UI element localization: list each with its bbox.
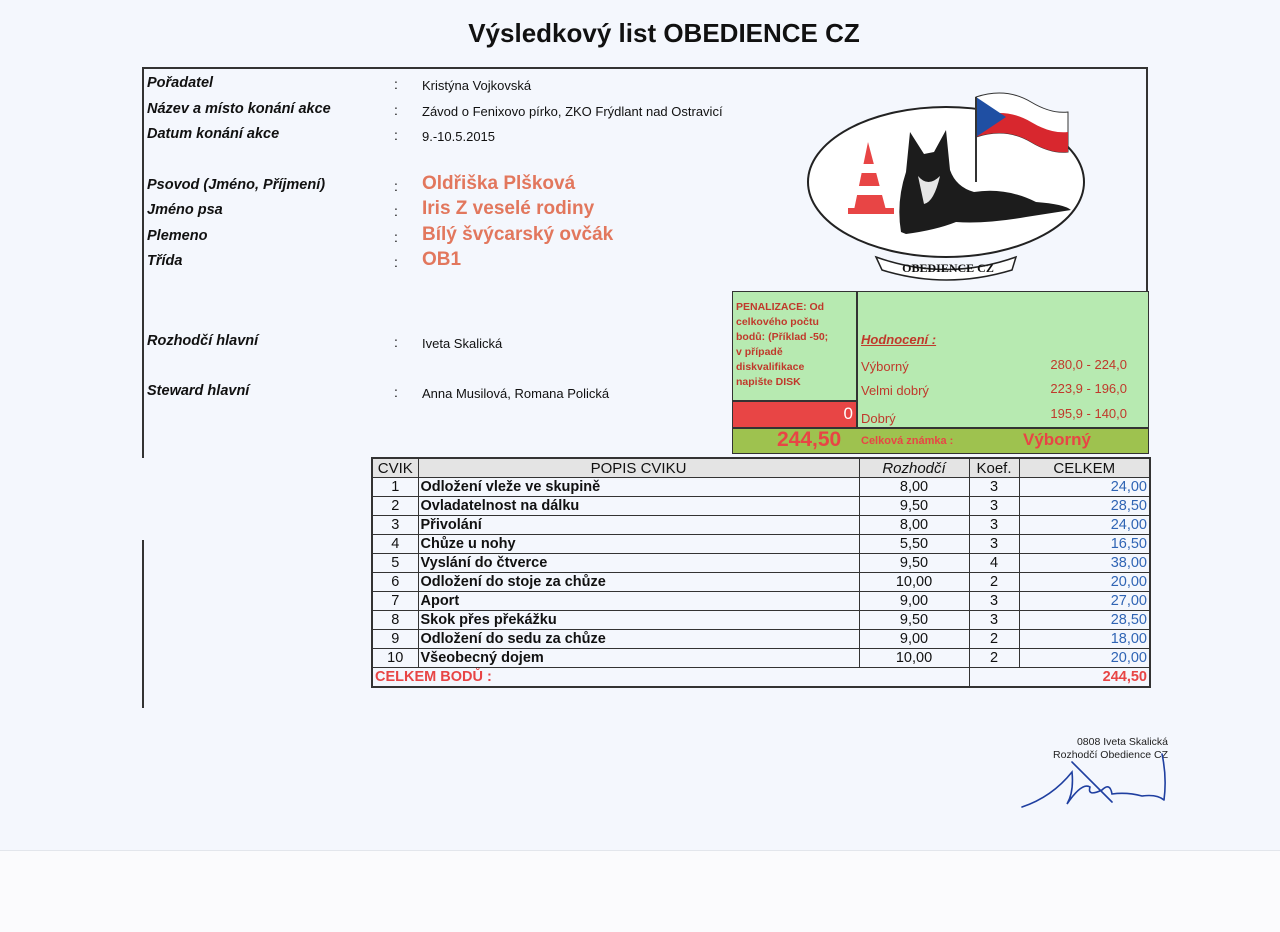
coefficient: 3 (969, 478, 1019, 497)
penalty-line: diskvalifikace (736, 361, 805, 373)
grading-box (857, 291, 1149, 428)
coefficient: 2 (969, 630, 1019, 649)
penalty-line: bodů: (Příklad -50; (736, 331, 829, 343)
value-datum: 9.-10.5.2015 (422, 129, 496, 144)
label-poradatel: Pořadatel (147, 75, 214, 91)
penalty-value-cell (732, 401, 857, 428)
exercise-total: 38,00 (1019, 554, 1150, 573)
exercise-description: Ovladatelnost na dálku (418, 497, 859, 516)
table-row (372, 649, 1150, 668)
table-row (372, 611, 1150, 630)
exercise-description: Skok přes překážku (418, 611, 859, 630)
exercise-total: 28,50 (1019, 611, 1150, 630)
table-sum-row (372, 668, 1150, 688)
exercise-number: 2 (372, 497, 418, 516)
table-row (372, 478, 1150, 497)
logo-text: OBEDIENCE CZ (902, 261, 994, 275)
table-row (372, 554, 1150, 573)
coefficient: 3 (969, 497, 1019, 516)
exercise-description: Přivolání (418, 516, 859, 535)
exercise-description: Aport (418, 592, 859, 611)
value-pes: Iris Z veselé rodiny (422, 198, 595, 219)
table-header (372, 458, 1150, 478)
header-popis: POPIS CVIKU (418, 458, 859, 478)
exercise-total: 27,00 (1019, 592, 1150, 611)
judge-score: 9,50 (859, 554, 969, 573)
left-rule-upper (142, 68, 144, 458)
colon: : (394, 254, 398, 270)
value-poradatel: Kristýna Vojkovská (422, 78, 532, 93)
sum-value: 244,50 (969, 668, 1150, 688)
exercise-number: 5 (372, 554, 418, 573)
exercise-total: 24,00 (1019, 478, 1150, 497)
coefficient: 2 (969, 649, 1019, 668)
penalty-line: celkového počtu (736, 316, 819, 328)
label-datum: Datum konání akce (147, 126, 280, 142)
penalty-box (732, 291, 857, 401)
header-koef: Koef. (969, 458, 1019, 478)
total-label: Celková známka : (861, 435, 954, 447)
colon: : (394, 384, 398, 400)
exercise-number: 7 (372, 592, 418, 611)
exercise-number: 6 (372, 573, 418, 592)
value-nazev: Závod o Fenixovo pírko, ZKO Frýdlant nad Ostravicí (422, 104, 723, 119)
table-row (372, 497, 1150, 516)
grade-name: Výborný (861, 359, 909, 374)
total-bar (732, 428, 1149, 454)
left-rule-lower (142, 540, 144, 708)
exercise-total: 20,00 (1019, 573, 1150, 592)
penalty-note (736, 300, 856, 390)
value-plemeno: Bílý švýcarský ovčák (422, 224, 614, 245)
label-plemeno: Plemeno (147, 228, 208, 244)
exercise-total: 28,50 (1019, 497, 1150, 516)
coefficient: 2 (969, 573, 1019, 592)
grade-range: 280,0 - 224,0 (1050, 357, 1127, 372)
exercise-number: 9 (372, 630, 418, 649)
label-trida: Třída (147, 253, 183, 269)
exercise-number: 3 (372, 516, 418, 535)
coefficient: 3 (969, 535, 1019, 554)
document-title: Výsledkový list OBEDIENCE CZ (468, 18, 860, 48)
total-grade: Výborný (1023, 430, 1092, 449)
header-rule (142, 67, 1148, 69)
colon: : (394, 178, 398, 194)
label-psovod: Psovod (Jméno, Příjmení) (147, 177, 326, 193)
sum-label: CELKEM BODŮ : (372, 668, 969, 688)
grade-range: 195,9 - 140,0 (1050, 406, 1127, 421)
header-cvik: CVIK (372, 458, 418, 478)
value-psovod: Oldřiška Plšková (422, 173, 576, 194)
table-row (372, 630, 1150, 649)
grade-name: Dobrý (861, 411, 896, 426)
exercise-total: 20,00 (1019, 649, 1150, 668)
scan-margin (0, 850, 1280, 932)
exercise-number: 10 (372, 649, 418, 668)
exercise-description: Odložení do stoje za chůze (418, 573, 859, 592)
colon: : (394, 203, 398, 219)
exercise-total: 18,00 (1019, 630, 1150, 649)
value-steward: Anna Musilová, Romana Polická (422, 386, 610, 401)
exercise-description: Chůze u nohy (418, 535, 859, 554)
colon: : (394, 102, 398, 118)
total-points: 244,50 (777, 428, 842, 451)
penalty-line: PENALIZACE: Od (736, 301, 825, 313)
coefficient: 3 (969, 592, 1019, 611)
judge-score: 10,00 (859, 573, 969, 592)
colon: : (394, 127, 398, 143)
grading-title: Hodnocení : (861, 332, 937, 347)
judge-score: 9,00 (859, 592, 969, 611)
coefficient: 3 (969, 516, 1019, 535)
judge-score: 9,50 (859, 497, 969, 516)
judge-score: 9,00 (859, 630, 969, 649)
penalty-line: napište DISK (736, 376, 801, 388)
signature-line: Rozhodčí Obedience CZ (1053, 749, 1168, 761)
header-rozhodci: Rozhodčí (859, 458, 969, 478)
label-rozhodci: Rozhodčí hlavní (147, 333, 259, 349)
signature-line: 0808 Iveta Skalická (1076, 736, 1168, 748)
exercise-total: 24,00 (1019, 516, 1150, 535)
handwritten-signature (1012, 752, 1177, 812)
colon: : (394, 76, 398, 92)
judge-score: 8,00 (859, 478, 969, 497)
label-steward: Steward hlavní (147, 383, 250, 399)
exercise-description: Odložení vleže ve skupině (418, 478, 859, 497)
exercise-number: 8 (372, 611, 418, 630)
table-row (372, 516, 1150, 535)
right-rule (1146, 68, 1148, 291)
penalty-line: v případě (736, 346, 783, 358)
colon: : (394, 334, 398, 350)
exercise-description: Odložení do sedu za chůze (418, 630, 859, 649)
grade-range: 223,9 - 196,0 (1050, 381, 1127, 396)
penalty-value: 0 (843, 404, 853, 423)
exercise-total: 16,50 (1019, 535, 1150, 554)
grade-name: Velmi dobrý (861, 383, 929, 398)
exercise-description: Vyslání do čtverce (418, 554, 859, 573)
label-pes: Jméno psa (147, 202, 223, 218)
results-table (371, 457, 1151, 688)
exercise-description: Všeobecný dojem (418, 649, 859, 668)
colon: : (394, 229, 398, 245)
value-trida: OB1 (422, 249, 462, 270)
judge-score: 5,50 (859, 535, 969, 554)
label-nazev: Název a místo konání akce (147, 101, 331, 117)
coefficient: 4 (969, 554, 1019, 573)
table-row (372, 573, 1150, 592)
judge-score: 9,50 (859, 611, 969, 630)
coefficient: 3 (969, 611, 1019, 630)
judge-score: 8,00 (859, 516, 969, 535)
exercise-number: 4 (372, 535, 418, 554)
header-celkem: CELKEM (1019, 458, 1150, 478)
judge-score: 10,00 (859, 649, 969, 668)
value-rozhodci: Iveta Skalická (422, 336, 503, 351)
obedience-logo (806, 92, 1096, 287)
exercise-number: 1 (372, 478, 418, 497)
table-row (372, 535, 1150, 554)
table-row (372, 592, 1150, 611)
